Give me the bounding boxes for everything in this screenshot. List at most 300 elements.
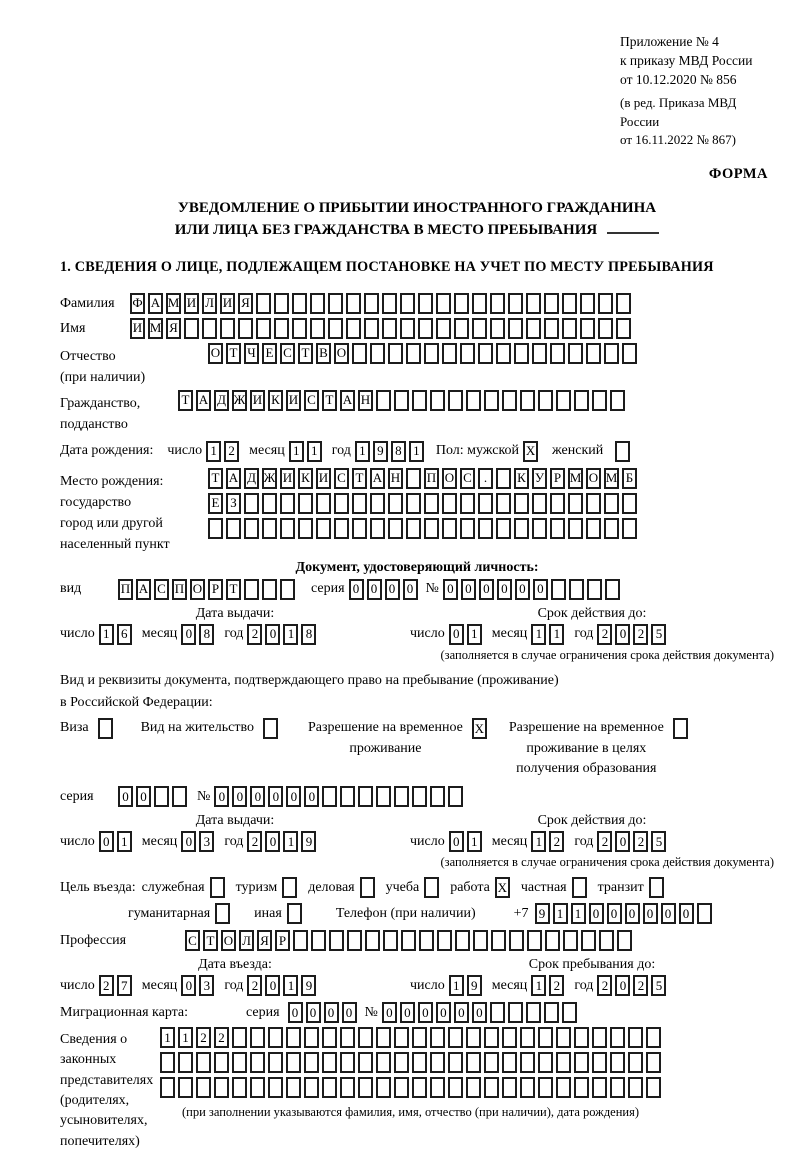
char-cell[interactable] <box>490 293 505 314</box>
char-cell[interactable] <box>532 493 547 514</box>
char-cell[interactable]: Т <box>178 390 193 411</box>
char-cell[interactable] <box>262 493 277 514</box>
char-cell[interactable] <box>508 318 523 339</box>
char-cell[interactable] <box>604 493 619 514</box>
char-cell[interactable]: И <box>286 390 301 411</box>
char-cell[interactable]: 0 <box>265 975 280 996</box>
char-cell[interactable] <box>460 343 475 364</box>
char-cell[interactable]: О <box>190 579 205 600</box>
char-cell[interactable] <box>514 518 529 539</box>
char-cell[interactable] <box>526 318 541 339</box>
char-cell[interactable] <box>592 390 607 411</box>
char-cell[interactable] <box>250 1077 265 1098</box>
char-cell[interactable]: О <box>334 343 349 364</box>
char-cell[interactable] <box>256 318 271 339</box>
char-cell[interactable] <box>448 390 463 411</box>
char-cell[interactable]: 0 <box>136 786 151 807</box>
char-cell[interactable] <box>210 877 225 898</box>
char-cell[interactable]: 2 <box>99 975 114 996</box>
char-cell[interactable] <box>562 318 577 339</box>
char-cell[interactable] <box>232 1077 247 1098</box>
char-cell[interactable]: 1 <box>467 624 482 645</box>
char-cell[interactable] <box>419 930 434 951</box>
char-cell[interactable] <box>442 343 457 364</box>
char-cell[interactable] <box>610 390 625 411</box>
char-cell[interactable] <box>502 390 517 411</box>
char-cell[interactable] <box>508 293 523 314</box>
char-cell[interactable]: 1 <box>283 624 298 645</box>
char-cell[interactable]: Т <box>322 390 337 411</box>
char-cell[interactable]: 2 <box>633 831 648 852</box>
char-cell[interactable]: 0 <box>367 579 382 600</box>
char-cell[interactable]: Я <box>166 318 181 339</box>
char-cell[interactable]: А <box>370 468 385 489</box>
char-cell[interactable]: 0 <box>324 1002 339 1023</box>
char-cell[interactable] <box>574 1027 589 1048</box>
char-cell[interactable]: 1 <box>283 831 298 852</box>
char-cell[interactable] <box>412 1052 427 1073</box>
char-cell[interactable]: К <box>298 468 313 489</box>
char-cell[interactable]: Т <box>208 468 223 489</box>
char-cell[interactable]: Е <box>208 493 223 514</box>
char-cell[interactable] <box>556 1027 571 1048</box>
char-cell[interactable]: 2 <box>597 831 612 852</box>
char-cell[interactable] <box>406 343 421 364</box>
char-cell[interactable] <box>282 877 297 898</box>
char-cell[interactable] <box>442 518 457 539</box>
char-cell[interactable] <box>496 343 511 364</box>
char-cell[interactable] <box>437 930 452 951</box>
char-cell[interactable] <box>586 493 601 514</box>
char-cell[interactable] <box>304 1077 319 1098</box>
char-cell[interactable]: 0 <box>589 903 604 924</box>
char-cell[interactable] <box>292 318 307 339</box>
char-cell[interactable] <box>406 468 421 489</box>
char-cell[interactable] <box>478 518 493 539</box>
char-cell[interactable]: 0 <box>265 831 280 852</box>
char-cell[interactable]: К <box>514 468 529 489</box>
char-cell[interactable] <box>538 1027 553 1048</box>
char-cell[interactable]: Т <box>226 579 241 600</box>
char-cell[interactable]: 0 <box>454 1002 469 1023</box>
char-cell[interactable]: 2 <box>247 975 262 996</box>
char-cell[interactable]: Р <box>208 579 223 600</box>
char-cell[interactable]: В <box>316 343 331 364</box>
char-cell[interactable] <box>592 1077 607 1098</box>
char-cell[interactable]: 9 <box>301 831 316 852</box>
char-cell[interactable]: 0 <box>349 579 364 600</box>
char-cell[interactable]: З <box>226 493 241 514</box>
char-cell[interactable] <box>286 1077 301 1098</box>
char-cell[interactable]: С <box>460 468 475 489</box>
char-cell[interactable]: 2 <box>247 624 262 645</box>
char-cell[interactable]: Р <box>550 468 565 489</box>
char-cell[interactable] <box>646 1052 661 1073</box>
char-cell[interactable] <box>496 493 511 514</box>
char-cell[interactable] <box>472 293 487 314</box>
char-cell[interactable] <box>370 518 385 539</box>
char-cell[interactable] <box>568 493 583 514</box>
char-cell[interactable] <box>586 518 601 539</box>
char-cell[interactable]: 1 <box>549 624 564 645</box>
char-cell[interactable] <box>472 318 487 339</box>
char-cell[interactable] <box>178 1077 193 1098</box>
char-cell[interactable] <box>587 579 602 600</box>
char-cell[interactable] <box>527 930 542 951</box>
char-cell[interactable] <box>322 786 337 807</box>
char-cell[interactable] <box>598 293 613 314</box>
char-cell[interactable] <box>448 1027 463 1048</box>
char-cell[interactable]: К <box>268 390 283 411</box>
char-cell[interactable] <box>310 293 325 314</box>
char-cell[interactable] <box>388 343 403 364</box>
char-cell[interactable] <box>220 318 235 339</box>
char-cell[interactable] <box>382 318 397 339</box>
char-cell[interactable]: 0 <box>643 903 658 924</box>
char-cell[interactable] <box>454 293 469 314</box>
char-cell[interactable] <box>538 1077 553 1098</box>
char-cell[interactable]: 0 <box>342 1002 357 1023</box>
char-cell[interactable] <box>394 1052 409 1073</box>
char-cell[interactable]: 8 <box>199 624 214 645</box>
char-cell[interactable] <box>364 318 379 339</box>
char-cell[interactable] <box>442 493 457 514</box>
char-cell[interactable] <box>430 1077 445 1098</box>
char-cell[interactable]: 2 <box>633 624 648 645</box>
char-cell[interactable] <box>329 930 344 951</box>
char-cell[interactable]: П <box>118 579 133 600</box>
char-cell[interactable] <box>599 930 614 951</box>
char-cell[interactable] <box>394 1027 409 1048</box>
char-cell[interactable]: 0 <box>515 579 530 600</box>
char-cell[interactable] <box>615 441 630 462</box>
char-cell[interactable]: X <box>523 441 538 462</box>
char-cell[interactable] <box>376 786 391 807</box>
char-cell[interactable]: С <box>334 468 349 489</box>
char-cell[interactable]: 0 <box>304 786 319 807</box>
char-cell[interactable] <box>358 786 373 807</box>
char-cell[interactable] <box>538 390 553 411</box>
char-cell[interactable] <box>628 1052 643 1073</box>
char-cell[interactable] <box>538 1052 553 1073</box>
char-cell[interactable] <box>244 493 259 514</box>
char-cell[interactable]: 1 <box>307 441 322 462</box>
char-cell[interactable]: 1 <box>531 975 546 996</box>
char-cell[interactable] <box>568 518 583 539</box>
char-cell[interactable]: С <box>154 579 169 600</box>
char-cell[interactable] <box>340 1052 355 1073</box>
char-cell[interactable]: 1 <box>178 1027 193 1048</box>
char-cell[interactable]: 2 <box>247 831 262 852</box>
char-cell[interactable] <box>226 518 241 539</box>
char-cell[interactable] <box>502 1077 517 1098</box>
char-cell[interactable] <box>280 518 295 539</box>
char-cell[interactable] <box>347 930 362 951</box>
char-cell[interactable]: Ф <box>130 293 145 314</box>
char-cell[interactable] <box>424 518 439 539</box>
char-cell[interactable] <box>605 579 620 600</box>
char-cell[interactable] <box>352 518 367 539</box>
char-cell[interactable]: 0 <box>497 579 512 600</box>
char-cell[interactable] <box>520 390 535 411</box>
char-cell[interactable] <box>496 518 511 539</box>
char-cell[interactable] <box>544 318 559 339</box>
char-cell[interactable] <box>178 1052 193 1073</box>
char-cell[interactable]: 2 <box>633 975 648 996</box>
char-cell[interactable] <box>514 493 529 514</box>
char-cell[interactable] <box>544 1002 559 1023</box>
char-cell[interactable] <box>532 343 547 364</box>
char-cell[interactable] <box>280 493 295 514</box>
char-cell[interactable]: И <box>130 318 145 339</box>
char-cell[interactable]: 0 <box>288 1002 303 1023</box>
char-cell[interactable]: О <box>208 343 223 364</box>
char-cell[interactable] <box>569 579 584 600</box>
char-cell[interactable] <box>563 930 578 951</box>
char-cell[interactable] <box>172 786 187 807</box>
char-cell[interactable] <box>502 1027 517 1048</box>
char-cell[interactable] <box>466 1052 481 1073</box>
char-cell[interactable] <box>244 579 259 600</box>
char-cell[interactable] <box>604 518 619 539</box>
char-cell[interactable] <box>424 877 439 898</box>
char-cell[interactable] <box>304 1027 319 1048</box>
char-cell[interactable]: 0 <box>181 624 196 645</box>
char-cell[interactable]: 0 <box>449 624 464 645</box>
char-cell[interactable] <box>340 1077 355 1098</box>
char-cell[interactable] <box>520 1077 535 1098</box>
char-cell[interactable]: 2 <box>597 975 612 996</box>
char-cell[interactable]: 1 <box>117 831 132 852</box>
char-cell[interactable] <box>376 1027 391 1048</box>
char-cell[interactable]: 2 <box>214 1027 229 1048</box>
char-cell[interactable] <box>268 1052 283 1073</box>
char-cell[interactable] <box>382 293 397 314</box>
char-cell[interactable] <box>491 930 506 951</box>
char-cell[interactable] <box>473 930 488 951</box>
char-cell[interactable]: 0 <box>679 903 694 924</box>
char-cell[interactable]: 1 <box>99 624 114 645</box>
char-cell[interactable] <box>430 786 445 807</box>
char-cell[interactable] <box>616 318 631 339</box>
char-cell[interactable] <box>293 930 308 951</box>
char-cell[interactable]: И <box>184 293 199 314</box>
char-cell[interactable] <box>214 1052 229 1073</box>
char-cell[interactable] <box>287 903 302 924</box>
char-cell[interactable]: 5 <box>651 975 666 996</box>
char-cell[interactable]: 9 <box>467 975 482 996</box>
char-cell[interactable] <box>286 1052 301 1073</box>
char-cell[interactable] <box>622 518 637 539</box>
char-cell[interactable]: 0 <box>615 975 630 996</box>
char-cell[interactable]: Р <box>275 930 290 951</box>
char-cell[interactable] <box>598 318 613 339</box>
char-cell[interactable] <box>484 1052 499 1073</box>
char-cell[interactable]: 0 <box>479 579 494 600</box>
char-cell[interactable]: Н <box>358 390 373 411</box>
char-cell[interactable]: И <box>316 468 331 489</box>
char-cell[interactable] <box>418 318 433 339</box>
char-cell[interactable] <box>340 1027 355 1048</box>
char-cell[interactable] <box>298 493 313 514</box>
char-cell[interactable] <box>250 1027 265 1048</box>
char-cell[interactable] <box>256 293 271 314</box>
char-cell[interactable]: 0 <box>607 903 622 924</box>
char-cell[interactable] <box>526 1002 541 1023</box>
char-cell[interactable] <box>322 1052 337 1073</box>
char-cell[interactable] <box>184 318 199 339</box>
char-cell[interactable]: Я <box>257 930 272 951</box>
char-cell[interactable]: Л <box>202 293 217 314</box>
char-cell[interactable]: П <box>172 579 187 600</box>
char-cell[interactable] <box>400 293 415 314</box>
char-cell[interactable] <box>496 468 511 489</box>
char-cell[interactable] <box>484 390 499 411</box>
char-cell[interactable] <box>520 1027 535 1048</box>
char-cell[interactable] <box>274 318 289 339</box>
char-cell[interactable] <box>365 930 380 951</box>
char-cell[interactable]: А <box>196 390 211 411</box>
char-cell[interactable] <box>376 390 391 411</box>
char-cell[interactable]: 0 <box>232 786 247 807</box>
char-cell[interactable] <box>502 1052 517 1073</box>
char-cell[interactable]: Л <box>239 930 254 951</box>
char-cell[interactable] <box>574 1077 589 1098</box>
char-cell[interactable]: 1 <box>160 1027 175 1048</box>
char-cell[interactable] <box>268 1077 283 1098</box>
char-cell[interactable]: 9 <box>373 441 388 462</box>
char-cell[interactable]: Н <box>388 468 403 489</box>
char-cell[interactable]: 3 <box>199 831 214 852</box>
char-cell[interactable] <box>646 1027 661 1048</box>
char-cell[interactable]: 0 <box>306 1002 321 1023</box>
char-cell[interactable] <box>328 293 343 314</box>
char-cell[interactable] <box>160 1077 175 1098</box>
char-cell[interactable] <box>215 903 230 924</box>
char-cell[interactable] <box>406 493 421 514</box>
char-cell[interactable] <box>208 518 223 539</box>
char-cell[interactable]: 0 <box>436 1002 451 1023</box>
char-cell[interactable]: 2 <box>549 975 564 996</box>
char-cell[interactable] <box>646 1077 661 1098</box>
char-cell[interactable]: 3 <box>199 975 214 996</box>
char-cell[interactable] <box>586 343 601 364</box>
char-cell[interactable] <box>280 579 295 600</box>
char-cell[interactable]: Ж <box>232 390 247 411</box>
char-cell[interactable] <box>562 293 577 314</box>
char-cell[interactable]: Я <box>238 293 253 314</box>
char-cell[interactable] <box>202 318 217 339</box>
char-cell[interactable] <box>376 1077 391 1098</box>
char-cell[interactable]: 8 <box>301 624 316 645</box>
char-cell[interactable] <box>592 1027 607 1048</box>
char-cell[interactable]: 0 <box>615 624 630 645</box>
char-cell[interactable] <box>154 786 169 807</box>
char-cell[interactable]: Т <box>226 343 241 364</box>
char-cell[interactable] <box>322 1077 337 1098</box>
char-cell[interactable] <box>311 930 326 951</box>
char-cell[interactable]: 0 <box>99 831 114 852</box>
char-cell[interactable]: М <box>604 468 619 489</box>
char-cell[interactable] <box>214 1077 229 1098</box>
char-cell[interactable]: И <box>280 468 295 489</box>
char-cell[interactable] <box>430 1052 445 1073</box>
char-cell[interactable] <box>572 877 587 898</box>
char-cell[interactable]: С <box>304 390 319 411</box>
char-cell[interactable]: 2 <box>224 441 239 462</box>
char-cell[interactable]: 0 <box>214 786 229 807</box>
char-cell[interactable] <box>628 1027 643 1048</box>
char-cell[interactable] <box>455 930 470 951</box>
char-cell[interactable]: С <box>280 343 295 364</box>
char-cell[interactable] <box>580 293 595 314</box>
char-cell[interactable] <box>562 1002 577 1023</box>
char-cell[interactable] <box>556 390 571 411</box>
char-cell[interactable] <box>697 903 712 924</box>
char-cell[interactable]: А <box>136 579 151 600</box>
char-cell[interactable] <box>418 293 433 314</box>
char-cell[interactable]: 1 <box>531 624 546 645</box>
char-cell[interactable] <box>509 930 524 951</box>
char-cell[interactable] <box>550 518 565 539</box>
char-cell[interactable] <box>304 1052 319 1073</box>
char-cell[interactable] <box>358 1052 373 1073</box>
char-cell[interactable]: 1 <box>289 441 304 462</box>
char-cell[interactable]: 0 <box>533 579 548 600</box>
char-cell[interactable] <box>466 1027 481 1048</box>
char-cell[interactable] <box>263 718 278 739</box>
char-cell[interactable] <box>383 930 398 951</box>
char-cell[interactable] <box>358 1027 373 1048</box>
char-cell[interactable]: X <box>495 877 510 898</box>
char-cell[interactable]: 7 <box>117 975 132 996</box>
char-cell[interactable] <box>274 293 289 314</box>
char-cell[interactable] <box>346 293 361 314</box>
char-cell[interactable] <box>268 1027 283 1048</box>
char-cell[interactable] <box>490 1002 505 1023</box>
char-cell[interactable] <box>394 1077 409 1098</box>
char-cell[interactable]: 0 <box>265 624 280 645</box>
char-cell[interactable] <box>550 343 565 364</box>
char-cell[interactable]: 2 <box>549 831 564 852</box>
char-cell[interactable] <box>352 343 367 364</box>
char-cell[interactable] <box>545 930 560 951</box>
char-cell[interactable]: 0 <box>418 1002 433 1023</box>
char-cell[interactable]: М <box>568 468 583 489</box>
char-cell[interactable]: 2 <box>196 1027 211 1048</box>
char-cell[interactable] <box>160 1052 175 1073</box>
char-cell[interactable]: 0 <box>181 975 196 996</box>
char-cell[interactable]: . <box>478 468 493 489</box>
char-cell[interactable] <box>401 930 416 951</box>
char-cell[interactable] <box>551 579 566 600</box>
char-cell[interactable] <box>322 1027 337 1048</box>
char-cell[interactable] <box>310 318 325 339</box>
char-cell[interactable]: 1 <box>467 831 482 852</box>
char-cell[interactable]: 2 <box>597 624 612 645</box>
char-cell[interactable]: С <box>185 930 200 951</box>
char-cell[interactable]: 0 <box>403 579 418 600</box>
char-cell[interactable]: О <box>586 468 601 489</box>
char-cell[interactable] <box>520 1052 535 1073</box>
char-cell[interactable] <box>364 293 379 314</box>
char-cell[interactable]: 1 <box>553 903 568 924</box>
char-cell[interactable]: Д <box>244 468 259 489</box>
char-cell[interactable]: 0 <box>625 903 640 924</box>
char-cell[interactable] <box>352 493 367 514</box>
char-cell[interactable] <box>532 518 547 539</box>
char-cell[interactable] <box>262 579 277 600</box>
